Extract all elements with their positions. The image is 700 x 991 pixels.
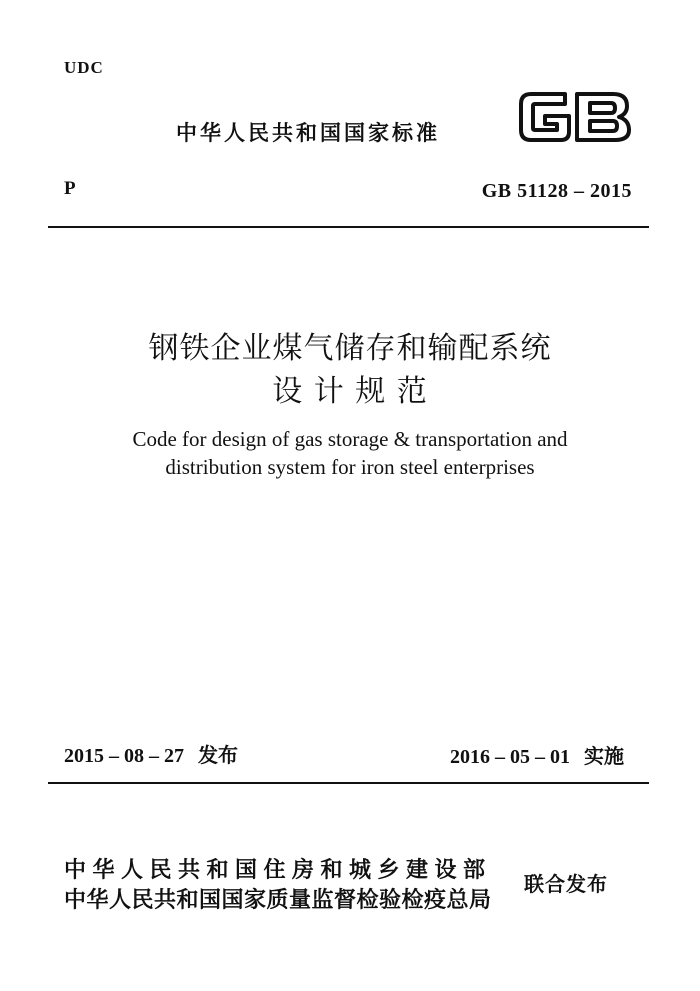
issuer-line2: 中华人民共和国国家质量监督检验检疫总局 [64,888,492,913]
gb-logo [517,88,633,146]
udc-label: UDC [64,58,104,77]
title-cn-line2: 设 计 规 范 [272,374,428,409]
standard-number: GB 51128 – 2015 [481,180,632,202]
effective-date: 2016 – 05 – 01 [450,746,570,768]
issue-label: 发布 [198,743,238,767]
title-cn-line1: 钢铁企业煤气储存和输配系统 [148,331,552,366]
joint-issue-label: 联合发布 [524,872,608,896]
issue-date: 2015 – 08 – 27 [64,745,184,767]
issuer-line1: 中华人民共和国住房和城乡建设部 [64,858,492,883]
classification-code: P [64,178,76,199]
footer-divider [48,782,649,784]
header-divider [48,226,649,228]
title-en-line1: Code for design of gas storage & transportation and [132,427,568,451]
effective-label: 实施 [584,744,624,768]
issue-date-group [64,739,238,768]
standard-type-heading: 中华人民共和国国家标准 [176,121,440,145]
title-en-line2: distribution system for iron steel enterprises [165,455,535,479]
effective-date-group [450,740,624,769]
gb-logo-text: GB [517,88,519,89]
